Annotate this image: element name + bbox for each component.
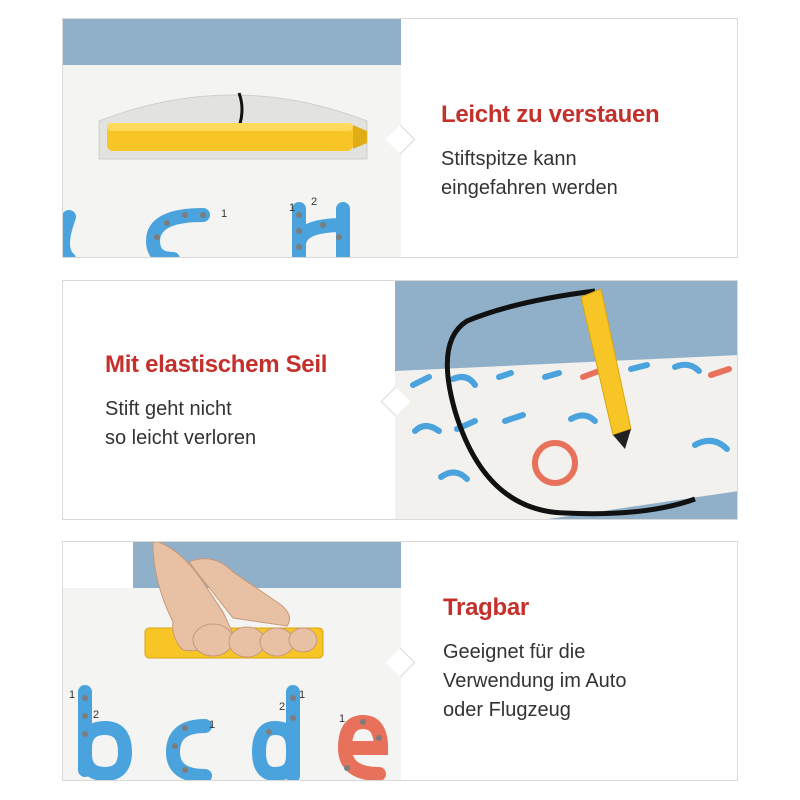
feature-text-storage bbox=[441, 101, 659, 203]
svg-text:1: 1 bbox=[69, 689, 76, 701]
feature-heading: Leicht zu verstauen bbox=[441, 101, 660, 128]
svg-text:1: 1 bbox=[209, 719, 216, 731]
svg-text:2: 2 bbox=[93, 709, 100, 721]
feature-description: Geeignet für die Verwendung im Auto oder Flugzeug bbox=[443, 641, 627, 721]
feature-text-cord bbox=[105, 351, 327, 453]
svg-text:1: 1 bbox=[299, 689, 306, 701]
feature-description: Stiftspitze kann eingefahren werden bbox=[441, 148, 618, 199]
photo-pen-stored bbox=[63, 19, 401, 257]
letter-a-partial bbox=[63, 217, 69, 257]
feature-heading: Mit elastischem Seil bbox=[105, 351, 328, 378]
feature-description: Stift geht nicht so leicht verloren bbox=[105, 398, 257, 449]
svg-text:1: 1 bbox=[339, 713, 346, 725]
svg-text:1: 1 bbox=[289, 202, 296, 214]
svg-text:2: 2 bbox=[279, 701, 286, 713]
svg-text:1: 1 bbox=[221, 208, 228, 220]
feature-panel-portable bbox=[62, 541, 738, 781]
magnetic-pen-icon bbox=[107, 123, 367, 151]
photo-pen-elastic-cord bbox=[395, 281, 738, 519]
photo-hand-carrying bbox=[63, 542, 401, 780]
svg-text:2: 2 bbox=[311, 196, 318, 208]
feature-text-portable bbox=[443, 594, 626, 725]
feature-heading: Tragbar bbox=[443, 594, 529, 621]
feature-panel-cord bbox=[62, 280, 738, 520]
feature-panel-storage bbox=[62, 18, 738, 258]
